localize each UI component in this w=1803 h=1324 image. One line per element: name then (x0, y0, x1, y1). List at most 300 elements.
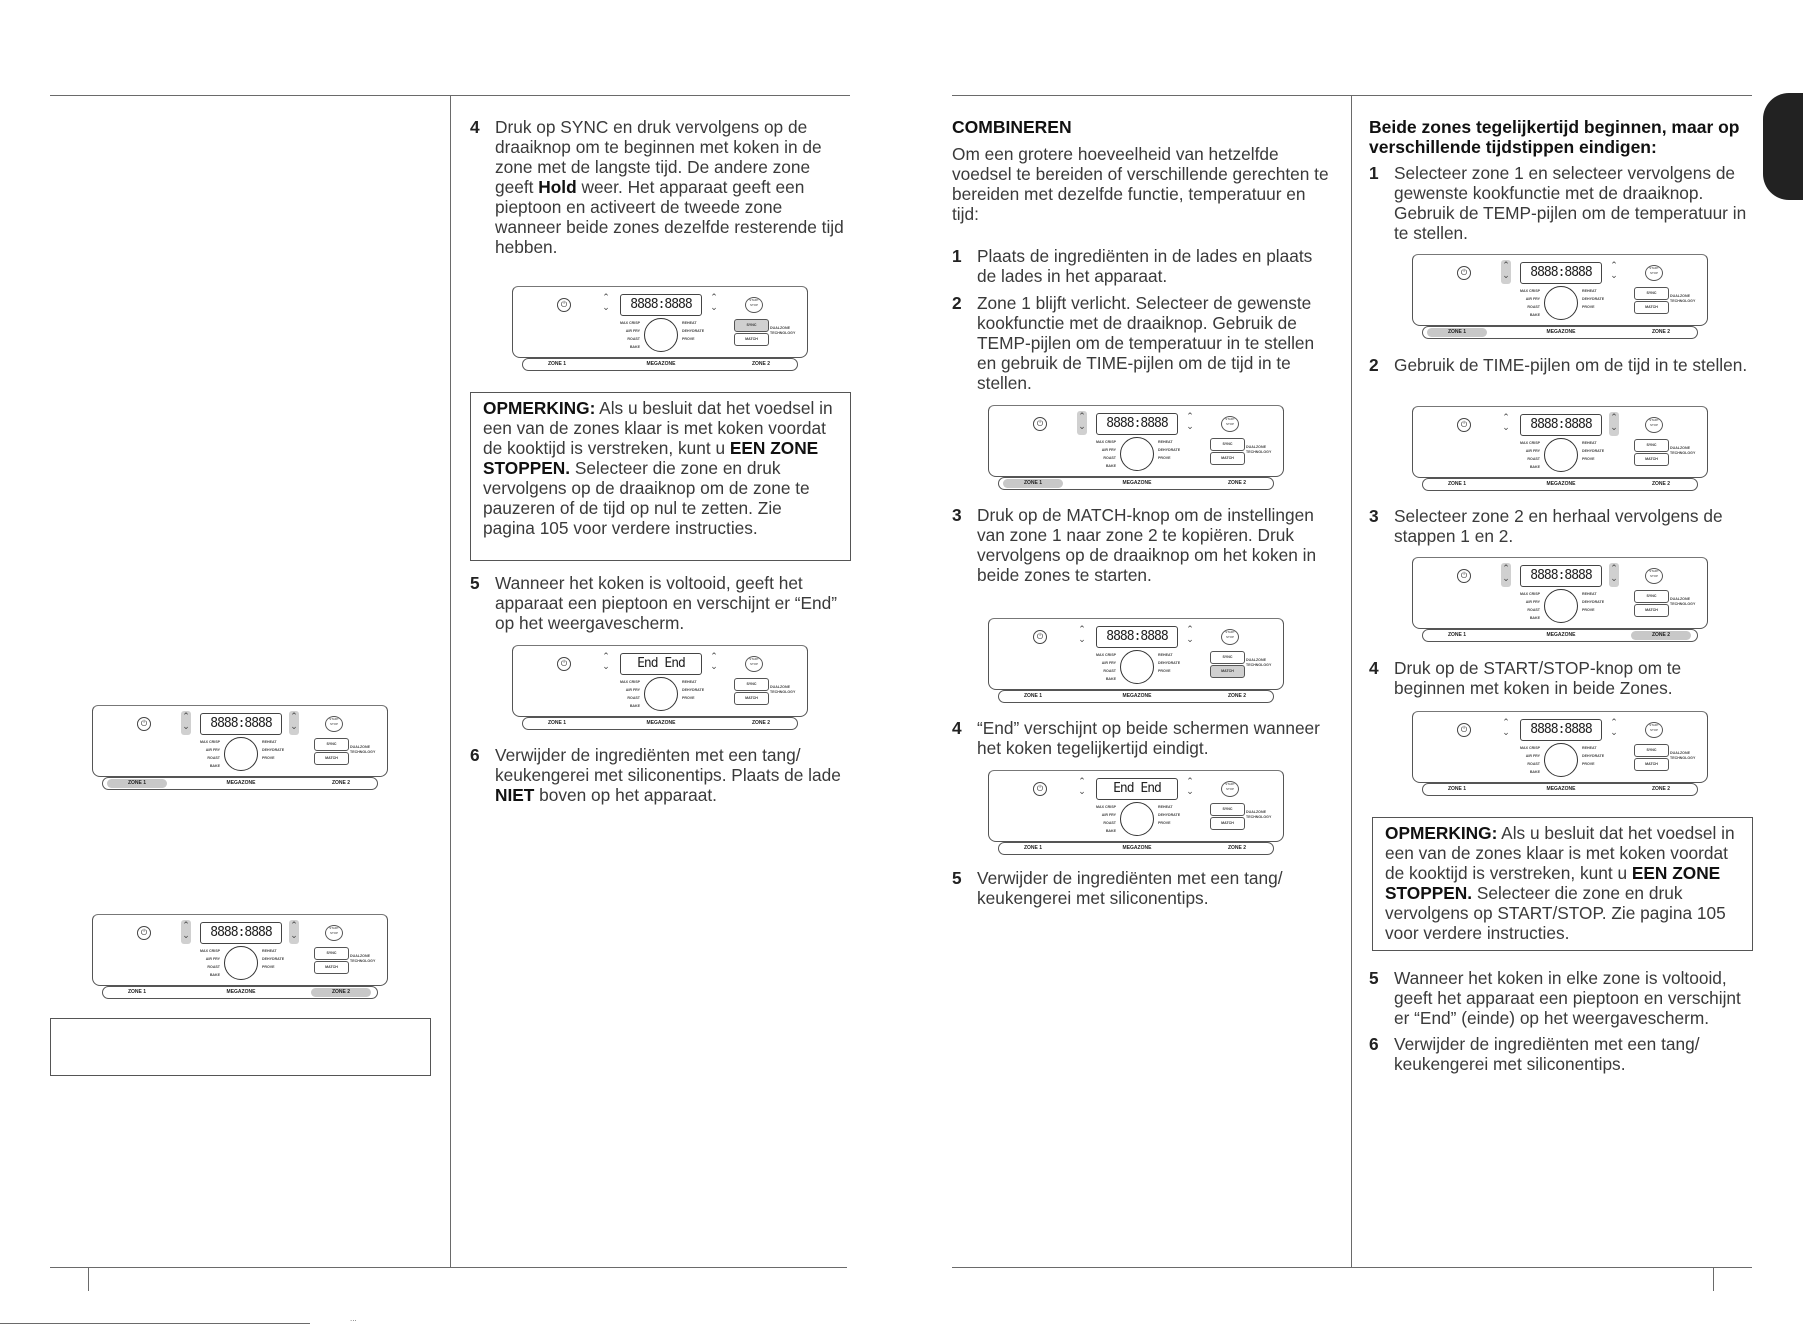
functions-right (1582, 439, 1618, 463)
dualzone-logo: DUALZONE TECHNOLOGY (350, 745, 376, 754)
temp-arrows-icon[interactable] (1501, 260, 1511, 284)
temp-arrows-icon[interactable] (181, 920, 191, 944)
zone1-button[interactable]: ZONE 1 (127, 989, 147, 995)
step-text: Selecteer zone 2 en herhaal vervolgens de stappen 1 en 2. (1394, 506, 1723, 546)
dial-knob[interactable] (644, 318, 678, 352)
zone1-button[interactable]: ZONE 1 (107, 779, 167, 788)
power-icon[interactable]: ⏻ (557, 298, 571, 312)
temp-arrows-icon[interactable] (1501, 412, 1511, 436)
match-button[interactable]: MATCH (734, 692, 769, 705)
time-arrows-icon[interactable] (709, 292, 719, 316)
arrow-up-icon: ⌃ (602, 292, 610, 302)
zone2-button[interactable]: ZONE 2 (1651, 481, 1671, 487)
function-label: BAKE (1105, 464, 1116, 468)
step-number: 1 (952, 246, 962, 266)
arrow-down-icon: ⌄ (1502, 270, 1510, 280)
zone2-button[interactable]: ZONE 2 (1227, 480, 1247, 486)
note-bold: EEN ZONE STOPPEN. (1385, 863, 1721, 903)
section-heading: COMBINEREN (952, 117, 1072, 137)
functions-left (1080, 651, 1116, 683)
zone2-button[interactable]: ZONE 2 (331, 780, 351, 786)
start-stop-button[interactable]: START STOP (745, 656, 763, 672)
step-4 (1369, 658, 1754, 698)
arrow-up-icon: ⌃ (1502, 563, 1510, 573)
power-icon[interactable]: ⏻ (1457, 266, 1471, 280)
dial-knob[interactable] (1120, 650, 1154, 684)
arrow-up-icon: ⌃ (1078, 776, 1086, 786)
megazone-button[interactable]: MEGAZONE (1122, 480, 1152, 486)
right-col2-top (1369, 117, 1754, 243)
start-stop-button[interactable]: START STOP (325, 716, 343, 732)
match-button[interactable]: MATCH (1634, 758, 1669, 771)
step-bold: NIET (495, 785, 535, 805)
functions-left (184, 947, 220, 979)
function-label: DEHYDRATE (1158, 448, 1181, 452)
display: 8888:8888 (1520, 262, 1602, 284)
step-text: Druk op de MATCH-knop om de instellingen van zone 1 naar zone 2 te kopiëren. Druk vervolgens op de draaiknop om het koken in beide zones te starten. (977, 505, 1317, 585)
function-label: DEHYDRATE (1158, 813, 1181, 817)
start-stop-button[interactable]: START STOP (1221, 781, 1239, 797)
time-arrows-icon[interactable] (1609, 563, 1619, 587)
note-text: Als u besluit dat het voedsel in een van de zones klaar is met koken voordat de kooktijd is verstreken, kunt u (1385, 823, 1735, 883)
function-label: DEHYDRATE (262, 748, 285, 752)
zone2-button[interactable]: ZONE 2 (1227, 845, 1247, 851)
display: 8888:8888 (1520, 565, 1602, 587)
arrow-up-icon: ⌃ (602, 651, 610, 661)
zone2-button[interactable]: ZONE 2 (1631, 631, 1691, 640)
dial-knob[interactable] (1544, 743, 1578, 777)
dial-knob[interactable] (224, 737, 258, 771)
function-label: BAKE (209, 973, 220, 977)
temp-arrows-icon[interactable] (1501, 563, 1511, 587)
control-panel-8 (1412, 254, 1708, 342)
right-col1-step3 (952, 505, 1332, 585)
function-label: MAX CRISP (200, 949, 220, 953)
start-stop-button[interactable]: START STOP (325, 925, 343, 941)
sync-button[interactable]: SYNC (314, 947, 349, 960)
function-label: MAX CRISP (1096, 440, 1116, 444)
arrow-down-icon: ⌄ (1610, 727, 1618, 737)
arrow-down-icon: ⌄ (1078, 421, 1086, 431)
step-3 (1369, 506, 1754, 546)
function-label: PROVE (1582, 608, 1595, 612)
function-label: ROAST (627, 337, 640, 341)
arrow-up-icon: ⌃ (1610, 260, 1618, 270)
zone1-button[interactable]: ZONE 1 (547, 361, 567, 367)
step-number: 6 (470, 745, 480, 765)
zone2-button[interactable]: ZONE 2 (1651, 329, 1671, 335)
bottom-rule-left (50, 1267, 847, 1268)
arrow-up-icon: ⌃ (1502, 717, 1510, 727)
step-1 (1369, 163, 1754, 243)
left-col2-lower (470, 573, 850, 633)
arrow-up-icon: ⌃ (290, 920, 298, 930)
temp-arrows-icon[interactable] (1077, 776, 1087, 800)
footer-tick-right (1713, 1267, 1714, 1291)
dualzone-logo: DUALZONE TECHNOLOGY (1246, 658, 1272, 667)
zone-bar (1422, 783, 1698, 796)
arrow-up-icon: ⌃ (1186, 411, 1194, 421)
step-6 (1369, 1034, 1754, 1074)
dial-knob[interactable] (1544, 589, 1578, 623)
power-icon[interactable]: ⏻ (1457, 569, 1471, 583)
function-label: BAKE (1529, 313, 1540, 317)
match-button[interactable]: MATCH (1634, 604, 1669, 617)
display: 8888:8888 (1520, 719, 1602, 741)
time-arrows-icon[interactable] (289, 711, 299, 735)
function-label: REHEAT (1158, 440, 1173, 444)
functions-left (604, 678, 640, 710)
step-bold: Hold (538, 177, 577, 197)
megazone-button[interactable]: MEGAZONE (1122, 693, 1152, 699)
zone1-button[interactable]: ZONE 1 (1023, 693, 1043, 699)
function-label: BAKE (1529, 770, 1540, 774)
temp-arrows-icon[interactable] (1501, 717, 1511, 741)
function-label: ROAST (1527, 305, 1540, 309)
step-5 (952, 868, 1332, 908)
arrow-up-icon: ⌃ (290, 711, 298, 721)
control-panel-10 (1412, 557, 1708, 645)
step-text: Druk op de START/STOP-knop om te beginnen met koken in beide Zones. (1394, 658, 1682, 698)
functions-left (1080, 438, 1116, 470)
match-button[interactable]: MATCH (1634, 301, 1669, 314)
temp-arrows-icon[interactable] (1077, 624, 1087, 648)
arrow-up-icon: ⌃ (1078, 411, 1086, 421)
right-col2-step4 (1369, 658, 1754, 698)
display: 8888:8888 (1096, 413, 1178, 435)
zone1-button[interactable]: ZONE 1 (547, 720, 567, 726)
time-arrows-icon[interactable] (1185, 411, 1195, 435)
note-label: OPMERKING: (1385, 823, 1498, 843)
function-label: PROVE (262, 756, 275, 760)
step-text: Druk op SYNC en druk vervolgens op de draaiknop om te beginnen met koken in de zone met de langste tijd. De andere zone geeft (495, 117, 822, 197)
megazone-button[interactable]: MEGAZONE (646, 361, 676, 367)
function-label: REHEAT (262, 740, 277, 744)
zone2-button[interactable]: ZONE 2 (1227, 693, 1247, 699)
function-label: MAX CRISP (1096, 805, 1116, 809)
function-label: DEHYDRATE (262, 957, 285, 961)
zone-bar (998, 690, 1274, 703)
arrow-down-icon: ⌄ (710, 661, 718, 671)
function-label: MAX CRISP (1520, 746, 1540, 750)
step-text-b: weer. Het apparaat geeft een pieptoon en activeert de tweede zone wanneer beide zones dezelfde resterende tijd hebben. (495, 177, 844, 257)
start-stop-button[interactable]: START STOP (1221, 416, 1239, 432)
match-button[interactable]: MATCH (314, 961, 349, 974)
function-label: REHEAT (262, 949, 277, 953)
step-text: Gebruik de TIME-pijlen om de tijd in te stellen. (1394, 355, 1748, 375)
control-panel-2 (92, 914, 388, 1002)
step-text: Wanneer het koken in elke zone is voltooid, geeft het apparaat een pieptoon en verschijnt er “End” (einde) op het weergavescherm. (1394, 968, 1741, 1028)
dualzone-logo: DUALZONE TECHNOLOGY (1670, 294, 1696, 303)
arrow-up-icon: ⌃ (710, 292, 718, 302)
megazone-button[interactable]: MEGAZONE (1546, 481, 1576, 487)
function-label: ROAST (207, 756, 220, 760)
function-label: BAKE (1105, 829, 1116, 833)
arrow-up-icon: ⌃ (182, 711, 190, 721)
arrow-down-icon: ⌄ (1610, 270, 1618, 280)
display: 8888:8888 (200, 713, 282, 735)
left-col2-step6 (470, 745, 850, 805)
function-label: PROVE (1158, 669, 1171, 673)
match-button[interactable]: MATCH (734, 333, 769, 346)
megazone-button[interactable]: MEGAZONE (1546, 786, 1576, 792)
match-button[interactable]: MATCH (1210, 452, 1245, 465)
arrow-down-icon: ⌄ (1078, 786, 1086, 796)
function-label: BAKE (1529, 465, 1540, 469)
megazone-button[interactable]: MEGAZONE (646, 720, 676, 726)
match-button[interactable]: MATCH (314, 752, 349, 765)
function-label: MAX CRISP (1520, 592, 1540, 596)
function-label: DEHYDRATE (682, 329, 705, 333)
sync-button[interactable]: SYNC (1210, 803, 1245, 816)
zone-bar (998, 842, 1274, 855)
function-label: BAKE (1105, 677, 1116, 681)
megazone-button[interactable]: MEGAZONE (226, 989, 256, 995)
step-6 (470, 745, 850, 805)
step-text: Wanneer het koken is voltooid, geeft het apparaat een pieptoon en verschijnt er “End” op het weergavescherm. (495, 573, 838, 633)
footer-tick-left (88, 1267, 89, 1291)
arrow-down-icon: ⌄ (1610, 422, 1618, 432)
dualzone-logo: DUALZONE TECHNOLOGY (1670, 446, 1696, 455)
start-stop-button[interactable]: START STOP (745, 297, 763, 313)
note-text: Als u besluit dat het voedsel in een van de zones klaar is met koken voordat de kooktijd is verstreken, kunt u (483, 398, 833, 458)
arrow-up-icon: ⌃ (1186, 624, 1194, 634)
col-divider-right (1351, 95, 1352, 1267)
display: End End (620, 653, 702, 675)
match-button[interactable]: MATCH (1210, 665, 1245, 678)
sync-button[interactable]: SYNC (1634, 744, 1669, 757)
dial-knob[interactable] (1544, 286, 1578, 320)
sync-button[interactable]: SYNC (1634, 590, 1669, 603)
functions-right (1582, 287, 1618, 311)
zone-bar (998, 477, 1274, 490)
function-label: REHEAT (682, 680, 697, 684)
time-arrows-icon[interactable] (1185, 776, 1195, 800)
function-label: DEHYDRATE (1582, 449, 1605, 453)
temp-arrows-icon[interactable] (601, 651, 611, 675)
temp-arrows-icon[interactable] (181, 711, 191, 735)
sync-button[interactable]: SYNC (1210, 438, 1245, 451)
sync-button[interactable]: SYNC (1210, 651, 1245, 664)
time-arrows-icon[interactable] (1185, 624, 1195, 648)
function-label: REHEAT (1582, 289, 1597, 293)
zone1-button[interactable]: ZONE 1 (1447, 481, 1467, 487)
start-stop-button[interactable]: START STOP (1645, 722, 1663, 738)
control-panel-11 (1412, 711, 1708, 799)
note-text-b: Selecteer die zone en druk vervolgens op START/STOP. Zie pagina 105 voor verdere instructies. (1385, 883, 1726, 943)
dualzone-logo: DUALZONE TECHNOLOGY (1246, 445, 1272, 454)
functions-right (1158, 438, 1194, 462)
zone-bar (522, 358, 798, 371)
arrow-down-icon: ⌄ (1502, 573, 1510, 583)
function-label: ROAST (207, 965, 220, 969)
functions-right (682, 319, 718, 343)
right-col2-lower (1369, 968, 1754, 1074)
sync-button[interactable]: SYNC (1634, 287, 1669, 300)
power-icon[interactable]: ⏻ (1033, 782, 1047, 796)
function-label: PROVE (1582, 457, 1595, 461)
function-label: BAKE (1529, 616, 1540, 620)
control-panel-7 (988, 770, 1284, 858)
function-label: PROVE (1582, 762, 1595, 766)
megazone-button[interactable]: MEGAZONE (1546, 329, 1576, 335)
intro-text: Om een grotere hoeveelheid van hetzelfde voedsel te bereiden of verschillende gerechten te bereiden met dezelfde functie, temperatuur en tijd: (952, 144, 1329, 224)
power-icon[interactable]: ⏻ (557, 657, 571, 671)
display: 8888:8888 (1096, 626, 1178, 648)
note-text-b: Selecteer die zone en druk vervolgens op de draaiknop om de zone te pauzeren of de tijd op nul te zetten. Zie pagina 105 voor verdere instructies. (483, 458, 810, 538)
col-divider-left (450, 95, 451, 1267)
functions-left (1080, 803, 1116, 835)
zone2-button[interactable]: ZONE 2 (311, 988, 371, 997)
step-text: Verwijder de ingrediënten met een tang/ keukengerei met siliconentips. Plaats de lade (495, 745, 841, 785)
zone2-button[interactable]: ZONE 2 (751, 720, 771, 726)
dualzone-logo: DUALZONE TECHNOLOGY (1246, 810, 1272, 819)
function-label: MAX CRISP (620, 680, 640, 684)
dualzone-logo: DUALZONE TECHNOLOGY (350, 954, 376, 963)
arrow-up-icon: ⌃ (182, 920, 190, 930)
top-rule-right (952, 95, 1752, 96)
function-label: PROVE (262, 965, 275, 969)
start-stop-button[interactable]: START STOP (1645, 417, 1663, 433)
function-label: DEHYDRATE (1582, 600, 1605, 604)
zone1-button[interactable]: ZONE 1 (1427, 328, 1487, 337)
function-label: ROAST (1103, 669, 1116, 673)
power-icon[interactable]: ⏻ (1457, 418, 1471, 432)
left-col2 (470, 117, 850, 257)
zone2-button[interactable]: ZONE 2 (1651, 786, 1671, 792)
zone-bar (1422, 478, 1698, 491)
zone1-button[interactable]: ZONE 1 (1023, 845, 1043, 851)
zone1-button[interactable]: ZONE 1 (1447, 632, 1467, 638)
sync-button[interactable]: SYNC (314, 738, 349, 751)
dualzone-logo: DUALZONE TECHNOLOGY (770, 326, 796, 335)
control-panel-5 (988, 405, 1284, 493)
step-number: 2 (1369, 355, 1379, 375)
step-number: 4 (1369, 658, 1379, 678)
zone1-button[interactable]: ZONE 1 (1003, 479, 1063, 488)
function-label: PROVE (1582, 305, 1595, 309)
time-arrows-icon[interactable] (289, 920, 299, 944)
functions-right (1158, 803, 1194, 827)
function-label: REHEAT (1582, 746, 1597, 750)
sync-button[interactable]: SYNC (734, 319, 769, 332)
megazone-button[interactable]: MEGAZONE (1546, 632, 1576, 638)
step-text: Plaats de ingrediënten in de lades en plaats de lades in het apparaat. (977, 246, 1313, 286)
function-label: BAKE (629, 345, 640, 349)
arrow-down-icon: ⌄ (1502, 727, 1510, 737)
control-panel-6 (988, 618, 1284, 706)
dial-knob[interactable] (1120, 802, 1154, 836)
functions-right (1582, 590, 1618, 614)
functions-left (1504, 439, 1540, 471)
power-icon[interactable]: ⏻ (1033, 417, 1047, 431)
step-number: 3 (1369, 506, 1379, 526)
function-label: REHEAT (1582, 441, 1597, 445)
zone-bar (1422, 629, 1698, 642)
function-label: DEHYDRATE (1582, 297, 1605, 301)
function-label: AIR FRY (1525, 449, 1540, 453)
step-text: Verwijder de ingrediënten met een tang/ keukengerei met siliconentips. (977, 868, 1283, 908)
time-arrows-icon[interactable] (709, 651, 719, 675)
step-text: “End” verschijnt op beide schermen wanneer het koken tegelijkertijd eindigt. (977, 718, 1320, 758)
start-stop-button[interactable]: START STOP (1645, 568, 1663, 584)
function-label: PROVE (682, 696, 695, 700)
zone-bar (1422, 326, 1698, 339)
zone2-button[interactable]: ZONE 2 (751, 361, 771, 367)
match-button[interactable]: MATCH (1210, 817, 1245, 830)
function-label: ROAST (1527, 608, 1540, 612)
functions-left (1504, 744, 1540, 776)
power-icon[interactable]: ⏻ (1033, 630, 1047, 644)
function-label: ROAST (1103, 456, 1116, 460)
function-label: MAX CRISP (1520, 441, 1540, 445)
time-arrows-icon[interactable] (1609, 260, 1619, 284)
step-text-b: boven op het apparaat. (534, 785, 717, 805)
function-label: PROVE (1158, 821, 1171, 825)
functions-left (184, 738, 220, 770)
temp-arrows-icon[interactable] (601, 292, 611, 316)
function-label: DEHYDRATE (1582, 754, 1605, 758)
match-button[interactable]: MATCH (1634, 453, 1669, 466)
function-label: AIR FRY (625, 329, 640, 333)
power-icon[interactable]: ⏻ (137, 926, 151, 940)
right-col1-step5 (952, 868, 1332, 908)
functions-left (1504, 590, 1540, 622)
function-label: AIR FRY (205, 957, 220, 961)
temp-arrows-icon[interactable] (1077, 411, 1087, 435)
start-stop-button[interactable]: START STOP (1645, 265, 1663, 281)
function-label: MAX CRISP (620, 321, 640, 325)
footer-text: ... (350, 1314, 357, 1323)
function-label: REHEAT (682, 321, 697, 325)
step-number: 1 (1369, 163, 1379, 183)
function-label: AIR FRY (1101, 661, 1116, 665)
right-col2-step2 (1369, 355, 1754, 375)
sync-button[interactable]: SYNC (1634, 439, 1669, 452)
arrow-down-icon: ⌄ (1186, 786, 1194, 796)
time-arrows-icon[interactable] (1609, 717, 1619, 741)
arrow-down-icon: ⌄ (290, 721, 298, 731)
start-stop-button[interactable]: START STOP (1221, 629, 1239, 645)
function-label: REHEAT (1158, 653, 1173, 657)
function-label: REHEAT (1582, 592, 1597, 596)
arrow-down-icon: ⌄ (1186, 634, 1194, 644)
power-icon[interactable]: ⏻ (137, 717, 151, 731)
arrow-down-icon: ⌄ (710, 302, 718, 312)
step-1 (952, 246, 1332, 286)
functions-right (1158, 651, 1194, 675)
megazone-button[interactable]: MEGAZONE (1122, 845, 1152, 851)
dial-knob[interactable] (224, 946, 258, 980)
power-icon[interactable]: ⏻ (1457, 723, 1471, 737)
step-5 (470, 573, 850, 633)
function-label: AIR FRY (1101, 448, 1116, 452)
section-heading: Beide zones tegelijkertijd beginnen, maar op verschillende tijdstippen eindigen: (1369, 117, 1740, 157)
dial-knob[interactable] (1544, 438, 1578, 472)
megazone-button[interactable]: MEGAZONE (226, 780, 256, 786)
function-label: DEHYDRATE (682, 688, 705, 692)
dial-knob[interactable] (1120, 437, 1154, 471)
function-label: MAX CRISP (200, 740, 220, 744)
dial-knob[interactable] (644, 677, 678, 711)
functions-right (1582, 744, 1618, 768)
step-5 (1369, 968, 1754, 1028)
time-arrows-icon[interactable] (1609, 412, 1619, 436)
zone1-button[interactable]: ZONE 1 (1447, 786, 1467, 792)
function-label: BAKE (629, 704, 640, 708)
sync-button[interactable]: SYNC (734, 678, 769, 691)
step-number: 5 (1369, 968, 1379, 988)
